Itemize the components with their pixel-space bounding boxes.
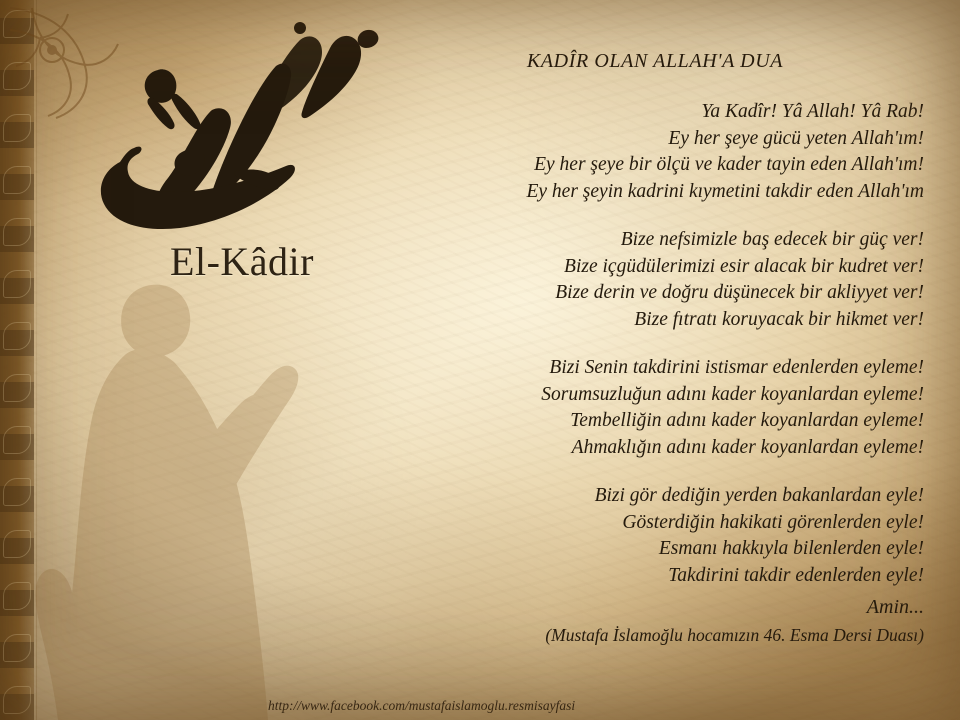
prayer-line: Ahmaklığın adını kader koyanlardan eyleme! bbox=[571, 436, 924, 458]
prayer-line: Bizi Senin takdirini istismar edenlerden eyleme! bbox=[549, 357, 924, 378]
prayer-line: Ya Kadîr! Yâ Allah! Yâ Rab! bbox=[701, 101, 924, 122]
facebook-url[interactable]: http://www.facebook.com/mustafaislamoglu.resmisayfasi bbox=[268, 698, 576, 713]
prayer-line: Bize fıtratı koruyacak bir hikmet ver! bbox=[634, 308, 924, 330]
prayer-line: Bizi gör dediğin yerden bakanlardan eyle! bbox=[594, 485, 924, 506]
prayer-text-block bbox=[400, 50, 924, 669]
praying-figure-silhouette bbox=[18, 250, 348, 720]
prayer-line: Esmanı hakkıyla bilenlerden eyle! bbox=[658, 538, 924, 559]
prayer-amin: Amin... bbox=[866, 596, 924, 618]
prayer-title: KADÎR OLAN ALLAH'A DUA bbox=[526, 50, 784, 72]
prayer-line: Gösterdiğin hakikati görenlerden eyle! bbox=[622, 511, 924, 533]
prayer-stanza-2 bbox=[400, 227, 924, 333]
corner-ornament-icon bbox=[8, 6, 128, 126]
prayer-line: Tembelliğin adını kader koyanlardan eyleme! bbox=[570, 410, 924, 431]
prayer-line: Ey her şeyin kadrini kıymetini takdir eden Allah'ım bbox=[526, 180, 924, 202]
prayer-source: (Mustafa İslamoğlu hocamızın 46. Esma Dersi Duası) bbox=[545, 625, 924, 645]
prayer-line: Bize nefsimizle baş edecek bir güç ver! bbox=[620, 229, 924, 250]
prayer-line: Sorumsuzluğun adını kader koyanlardan eyleme! bbox=[541, 383, 924, 405]
prayer-stanza-4 bbox=[400, 483, 924, 647]
prayer-line: Ey her şeye gücü yeten Allah'ım! bbox=[668, 127, 924, 149]
prayer-stanza-3 bbox=[400, 355, 924, 461]
prayer-line: Ey her şeye bir ölçü ve kader tayin eden Allah'ım! bbox=[534, 154, 924, 175]
divine-name-label: El-Kâdir bbox=[170, 239, 314, 284]
prayer-line: Takdirini takdir edenlerden eyle! bbox=[668, 564, 924, 586]
prayer-line: Bize derin ve doğru düşünecek bir akliyyet ver! bbox=[555, 282, 924, 303]
prayer-stanza-1 bbox=[400, 99, 924, 205]
prayer-line: Bize içgüdülerimizi esir alacak bir kudret ver! bbox=[564, 255, 924, 277]
